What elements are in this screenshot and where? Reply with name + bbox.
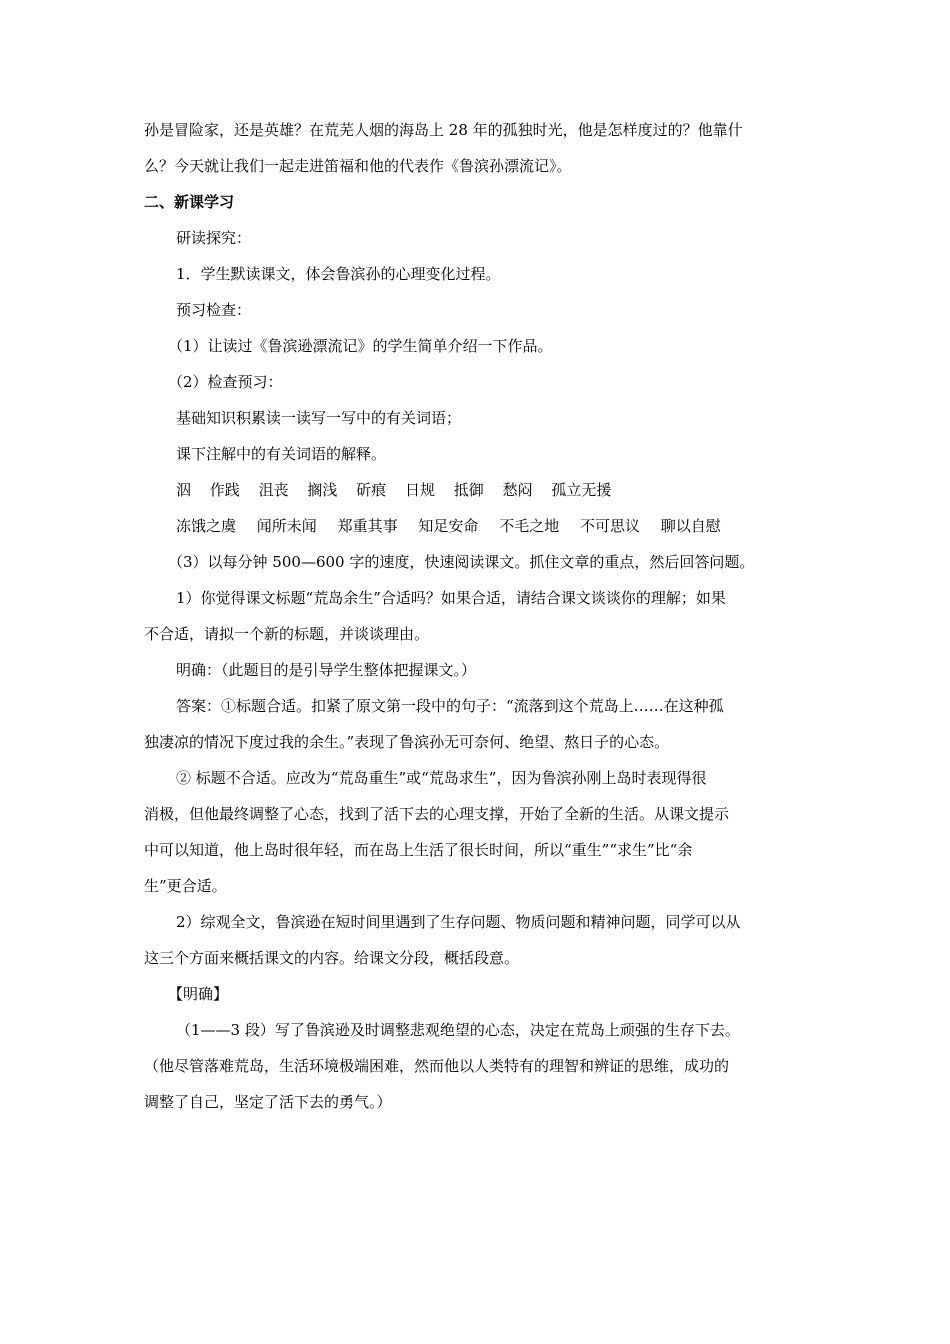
vocab-word: 日规 bbox=[404, 481, 435, 499]
segment-line: （1——3 段）写了鲁滨逊及时调整悲观绝望的心态，决定在荒岛上顽强的生存下去。 bbox=[176, 1021, 740, 1039]
section-heading: 二、新课学习 bbox=[144, 193, 235, 211]
clarify-heading: 【明确】 bbox=[168, 985, 229, 1003]
vocab-word: 搁浅 bbox=[307, 481, 338, 499]
vocab-word: 知足安命 bbox=[418, 517, 479, 535]
vocab-word: 聊以自慰 bbox=[660, 517, 721, 535]
paragraph-line: 孙是冒险家，还是英雄？在荒芜人烟的海岛上 28 年的孤独时光，他是怎样度过的？他靠什 bbox=[144, 121, 743, 139]
list-item: （1）让读过《鲁滨逊漂流记》的学生简单介绍一下作品。 bbox=[168, 337, 553, 355]
vocab-word: 孤立无援 bbox=[551, 481, 612, 499]
answer-line: 独凄凉的情况下度过我的余生。”表现了鲁滨孙无可奈何、绝望、熬日子的心态。 bbox=[144, 733, 670, 751]
answer-line: 消极，但他最终调整了心态，找到了活下去的心理支撑，开始了全新的生活。从课文提示 bbox=[144, 805, 730, 823]
segment-note-line: 调整了自己，坚定了活下去的勇气。） bbox=[144, 1093, 392, 1111]
list-item: （2）检查预习： bbox=[168, 373, 283, 391]
vocab-word: 泅 bbox=[176, 481, 192, 499]
answer-line: 答案：①标题合适。扣紧了原文第一段中的句子：“流落到这个荒岛上……在这种孤 bbox=[176, 697, 724, 715]
segment-note-line: （他尽管落难荒岛，生活环境极端困难，然而他以人类特有的理智和辨证的思维，成功的 bbox=[144, 1057, 730, 1075]
vocabulary-row-1 bbox=[144, 480, 808, 500]
vocab-word: 冻饿之虞 bbox=[176, 517, 237, 535]
vocab-word: 作践 bbox=[209, 481, 240, 499]
vocab-word: 闻所未闻 bbox=[256, 517, 317, 535]
subheading: 研读探究： bbox=[176, 229, 252, 247]
question-line: 不合适，请拟一个新的标题，并谈谈理由。 bbox=[144, 625, 430, 643]
vocabulary-row-2 bbox=[144, 516, 808, 536]
question-line: 这三个方面来概括课文的内容。给课文分段，概括段意。 bbox=[144, 949, 520, 967]
question-line: 1）你觉得课文标题“荒岛余生”合适吗？如果合适，请结合课文谈谈你的理解；如果 bbox=[176, 589, 726, 607]
vocab-word: 抵御 bbox=[453, 481, 484, 499]
list-item: （3）以每分钟 500—600 字的速度，快速阅读课文。抓住文章的重点，然后回答问题。 bbox=[168, 553, 755, 571]
question-line: 2）综观全文，鲁滨逊在短时间里遇到了生存问题、物质问题和精神问题，同学可以从 bbox=[176, 913, 741, 931]
vocab-word: 不可思议 bbox=[579, 517, 640, 535]
vocab-word: 不毛之地 bbox=[499, 517, 560, 535]
answer-line: ② 标题不合适。应改为“荒岛重生”或“荒岛求生”，因为鲁滨孙刚上岛时表现得很 bbox=[176, 769, 707, 787]
vocab-word: 郑重其事 bbox=[337, 517, 398, 535]
paragraph-line: 么？今天就让我们一起走进笛福和他的代表作《鲁滨孙漂流记》。 bbox=[144, 157, 572, 175]
list-item: 1．学生默读课文，体会鲁滨孙的心理变化过程。 bbox=[176, 265, 501, 283]
vocab-word: 愁闷 bbox=[502, 481, 533, 499]
answer-line: 生”更合适。 bbox=[144, 877, 227, 895]
clarify-line: 明确：（此题目的是引导学生整体把握课文。） bbox=[176, 661, 477, 679]
vocab-word: 斫痕 bbox=[356, 481, 387, 499]
answer-line: 中可以知道，他上岛时很年轻，而在岛上生活了很长时间，所以“重生”“求生”比“余 bbox=[144, 841, 693, 859]
subheading: 预习检查： bbox=[176, 301, 252, 319]
document-body bbox=[144, 120, 808, 1128]
paragraph-line: 基础知识积累读一读写一写中的有关词语； bbox=[176, 409, 462, 427]
vocab-word: 沮丧 bbox=[258, 481, 289, 499]
paragraph-line: 课下注解中的有关词语的解释。 bbox=[176, 445, 387, 463]
